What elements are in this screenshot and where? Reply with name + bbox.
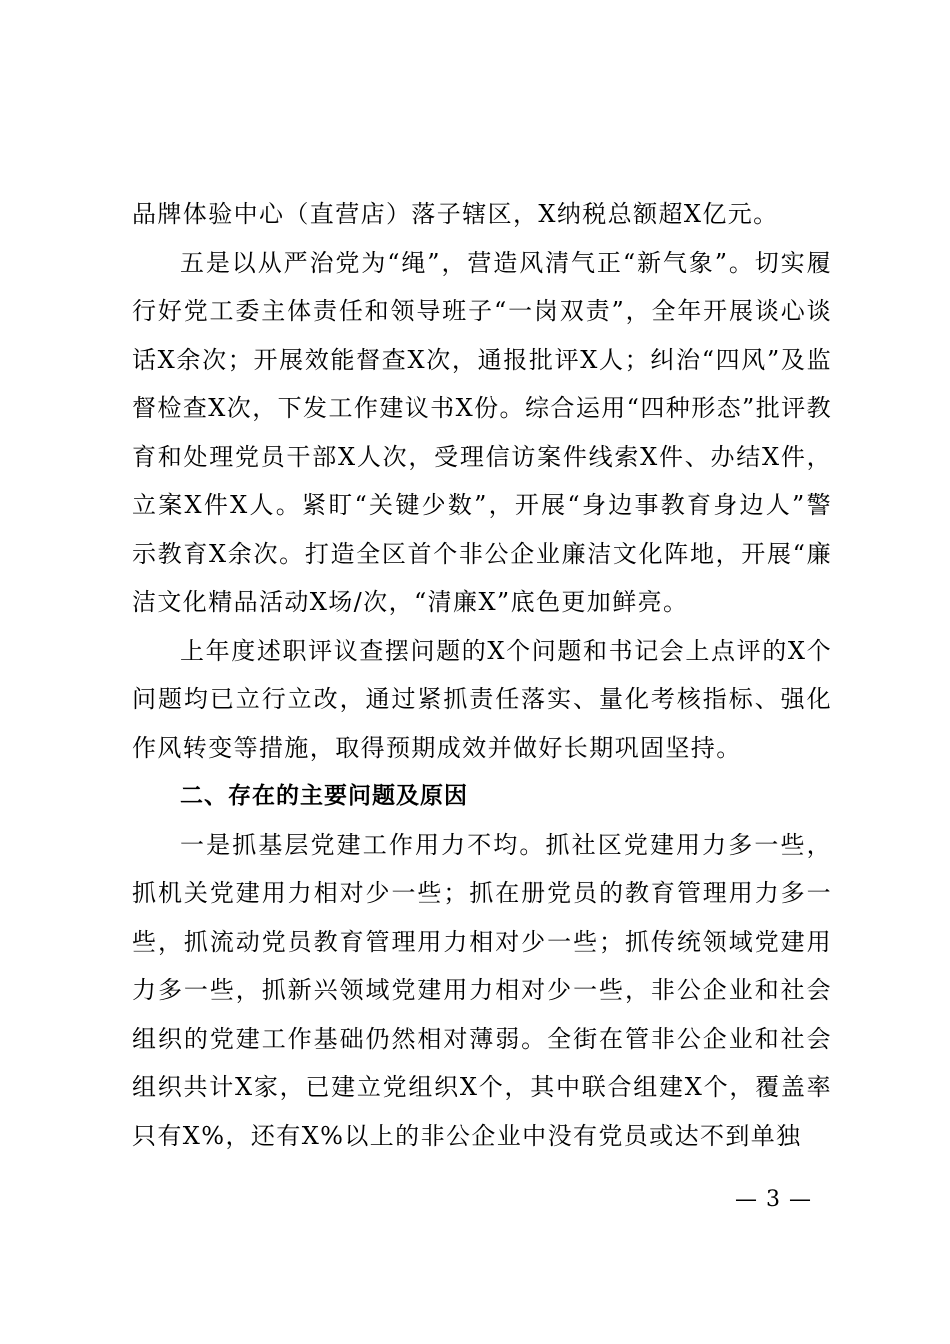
paragraph-point-five: 五是以从严治党为“绳”，营造风清气正“新气象”。切实履行好党工委主体责任和领导班子“一岗双责”，全年开展谈心谈话X余次；开展效能督查X次，通报批评X人；纠治“四风”及监督检查X次，下发工作建议书X份。综合运用“四种形态”批评教育和处理党员干部X人次，受理信访案件线索X件、办结X件，立案X件X人。紧盯“关键少数”，开展“身边事教育身边人”警示教育X余次。打造全区首个非公企业廉洁文化阵地，开展“廉洁文化精品活动X场/次，“清廉X”底色更加鲜亮。 — [132, 248, 832, 616]
section-heading: 二、存在的主要问题及原因 — [180, 783, 468, 809]
document-body — [132, 190, 832, 1160]
paragraph-rectification: 上年度述职评议查摆问题的X个问题和书记会上点评的X个问题均已立行立改，通过紧抓责任落实、量化考核指标、强化作风转变等措施，取得预期成效并做好长期巩固坚持。 — [132, 636, 832, 762]
paragraph-continuation: 品牌体验中心（直营店）落子辖区，X纳税总额超X亿元。 — [132, 200, 779, 228]
paragraph-problem-one: 一是抓基层党建工作用力不均。抓社区党建用力多一些，抓机关党建用力相对少一些；抓在册党员的教育管理用力多一些，抓流动党员教育管理用力相对少一些；抓传统领域党建用力多一些，抓新兴领域党建用力相对少一些，非公企业和社会组织的党建工作基础仍然相对薄弱。全街在管非公企业和社会组织共计X家，已建立党组织X个，其中联合组建X个，覆盖率只有X%，还有X%以上的非公企业中没有党员或达不到单独 — [132, 830, 832, 1150]
page-number: — 3 — — [735, 1187, 812, 1212]
